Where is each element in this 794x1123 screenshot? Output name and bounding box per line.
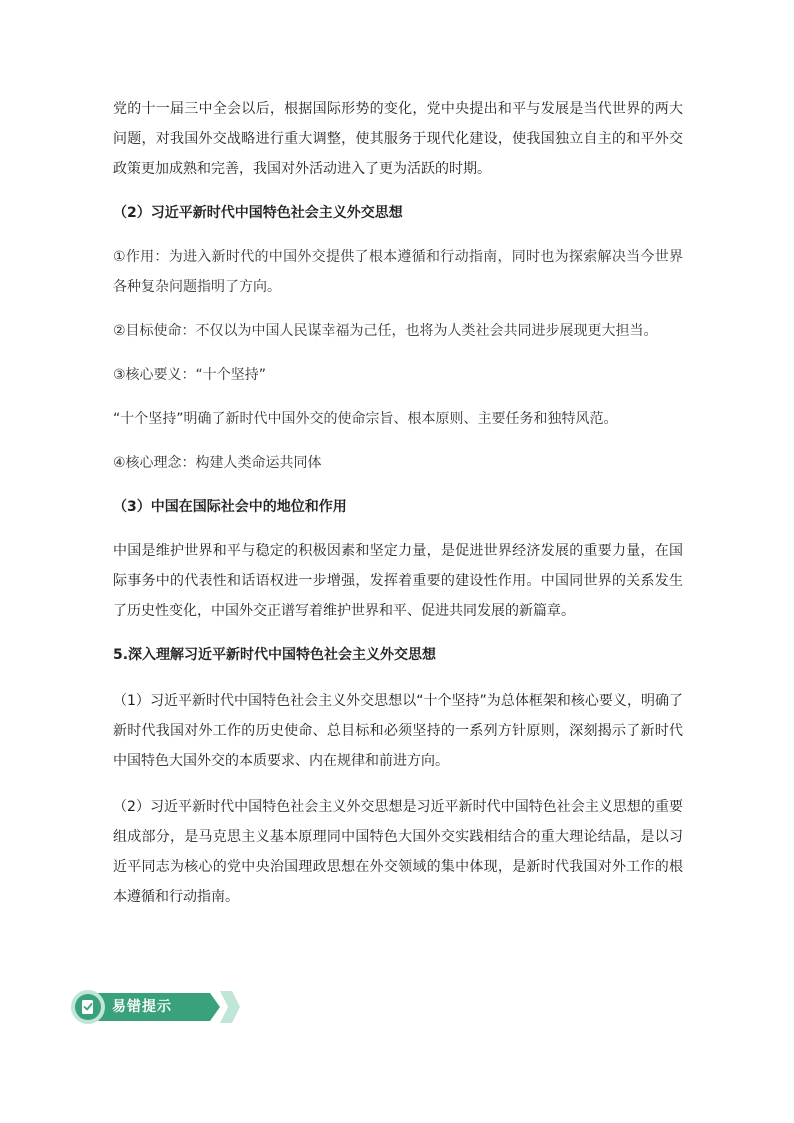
error-tips-banner: [70, 989, 240, 1025]
paragraph-china-status: 中国是维护世界和平与稳定的积极因素和坚定力量，是促进世界经济发展的重要力量，在国际事务中的代表性和话语权进一步增强，发挥着重要的建设性作用。中国同世界的关系发生了历史性变化，中国外交正谱写着维护世界和平、促进共同发展的新篇章。: [113, 543, 683, 619]
paragraph-understanding-1: （1）习近平新时代中国特色社会主义外交思想以“十个坚持”为总体框架和核心要义，明确了新时代我国对外工作的历史使命、总目标和必须坚持的一系列方针原则，深刻揭示了新时代中国特色大国外交的本质要求、内在规律和前进方向。: [113, 693, 683, 769]
section-heading-understanding: 5.深入理解习近平新时代中国特色社会主义外交思想: [113, 647, 437, 663]
banner-label: 易错提示: [112, 999, 172, 1015]
paragraph-core-concept: ④核心理念：构建人类命运共同体: [113, 455, 322, 471]
paragraph-understanding-2: （2）习近平新时代中国特色社会主义外交思想是习近平新时代中国特色社会主义思想的重要组成部分，是马克思主义基本原理同中国特色大国外交实践相结合的重大理论结晶，是以习近平同志为核心的党中央治国理政思想在外交领域的集中体现，是新时代我国对外工作的根本遵循和行动指南。: [113, 799, 683, 905]
paragraph-role: ①作用：为进入新时代的中国外交提供了根本遵循和行动指南，同时也为探索解决当今世界各种复杂问题指明了方向。: [113, 249, 683, 295]
paragraph-intro: 党的十一届三中全会以后，根据国际形势的变化，党中央提出和平与发展是当代世界的两大问题，对我国外交战略进行重大调整，使其服务于现代化建设，使我国独立自主的和平外交政策更加成熟和完善，我国对外活动进入了更为活跃的时期。: [113, 101, 683, 177]
section-heading-china-status: （3）中国在国际社会中的地位和作用: [113, 499, 347, 515]
document-body: [113, 94, 683, 912]
check-document-icon: [82, 1000, 93, 1014]
section-heading-diplomatic-thought: （2）习近平新时代中国特色社会主义外交思想: [113, 205, 403, 221]
paragraph-ten-persistences: “十个坚持”明确了新时代中国外交的使命宗旨、根本原则、主要任务和独特风范。: [113, 411, 618, 427]
paragraph-mission: ②目标使命：不仅以为中国人民谋幸福为己任，也将为人类社会共同进步展现更大担当。: [113, 323, 658, 339]
paragraph-core-essence: ③核心要义：“十个坚持”: [113, 367, 267, 383]
